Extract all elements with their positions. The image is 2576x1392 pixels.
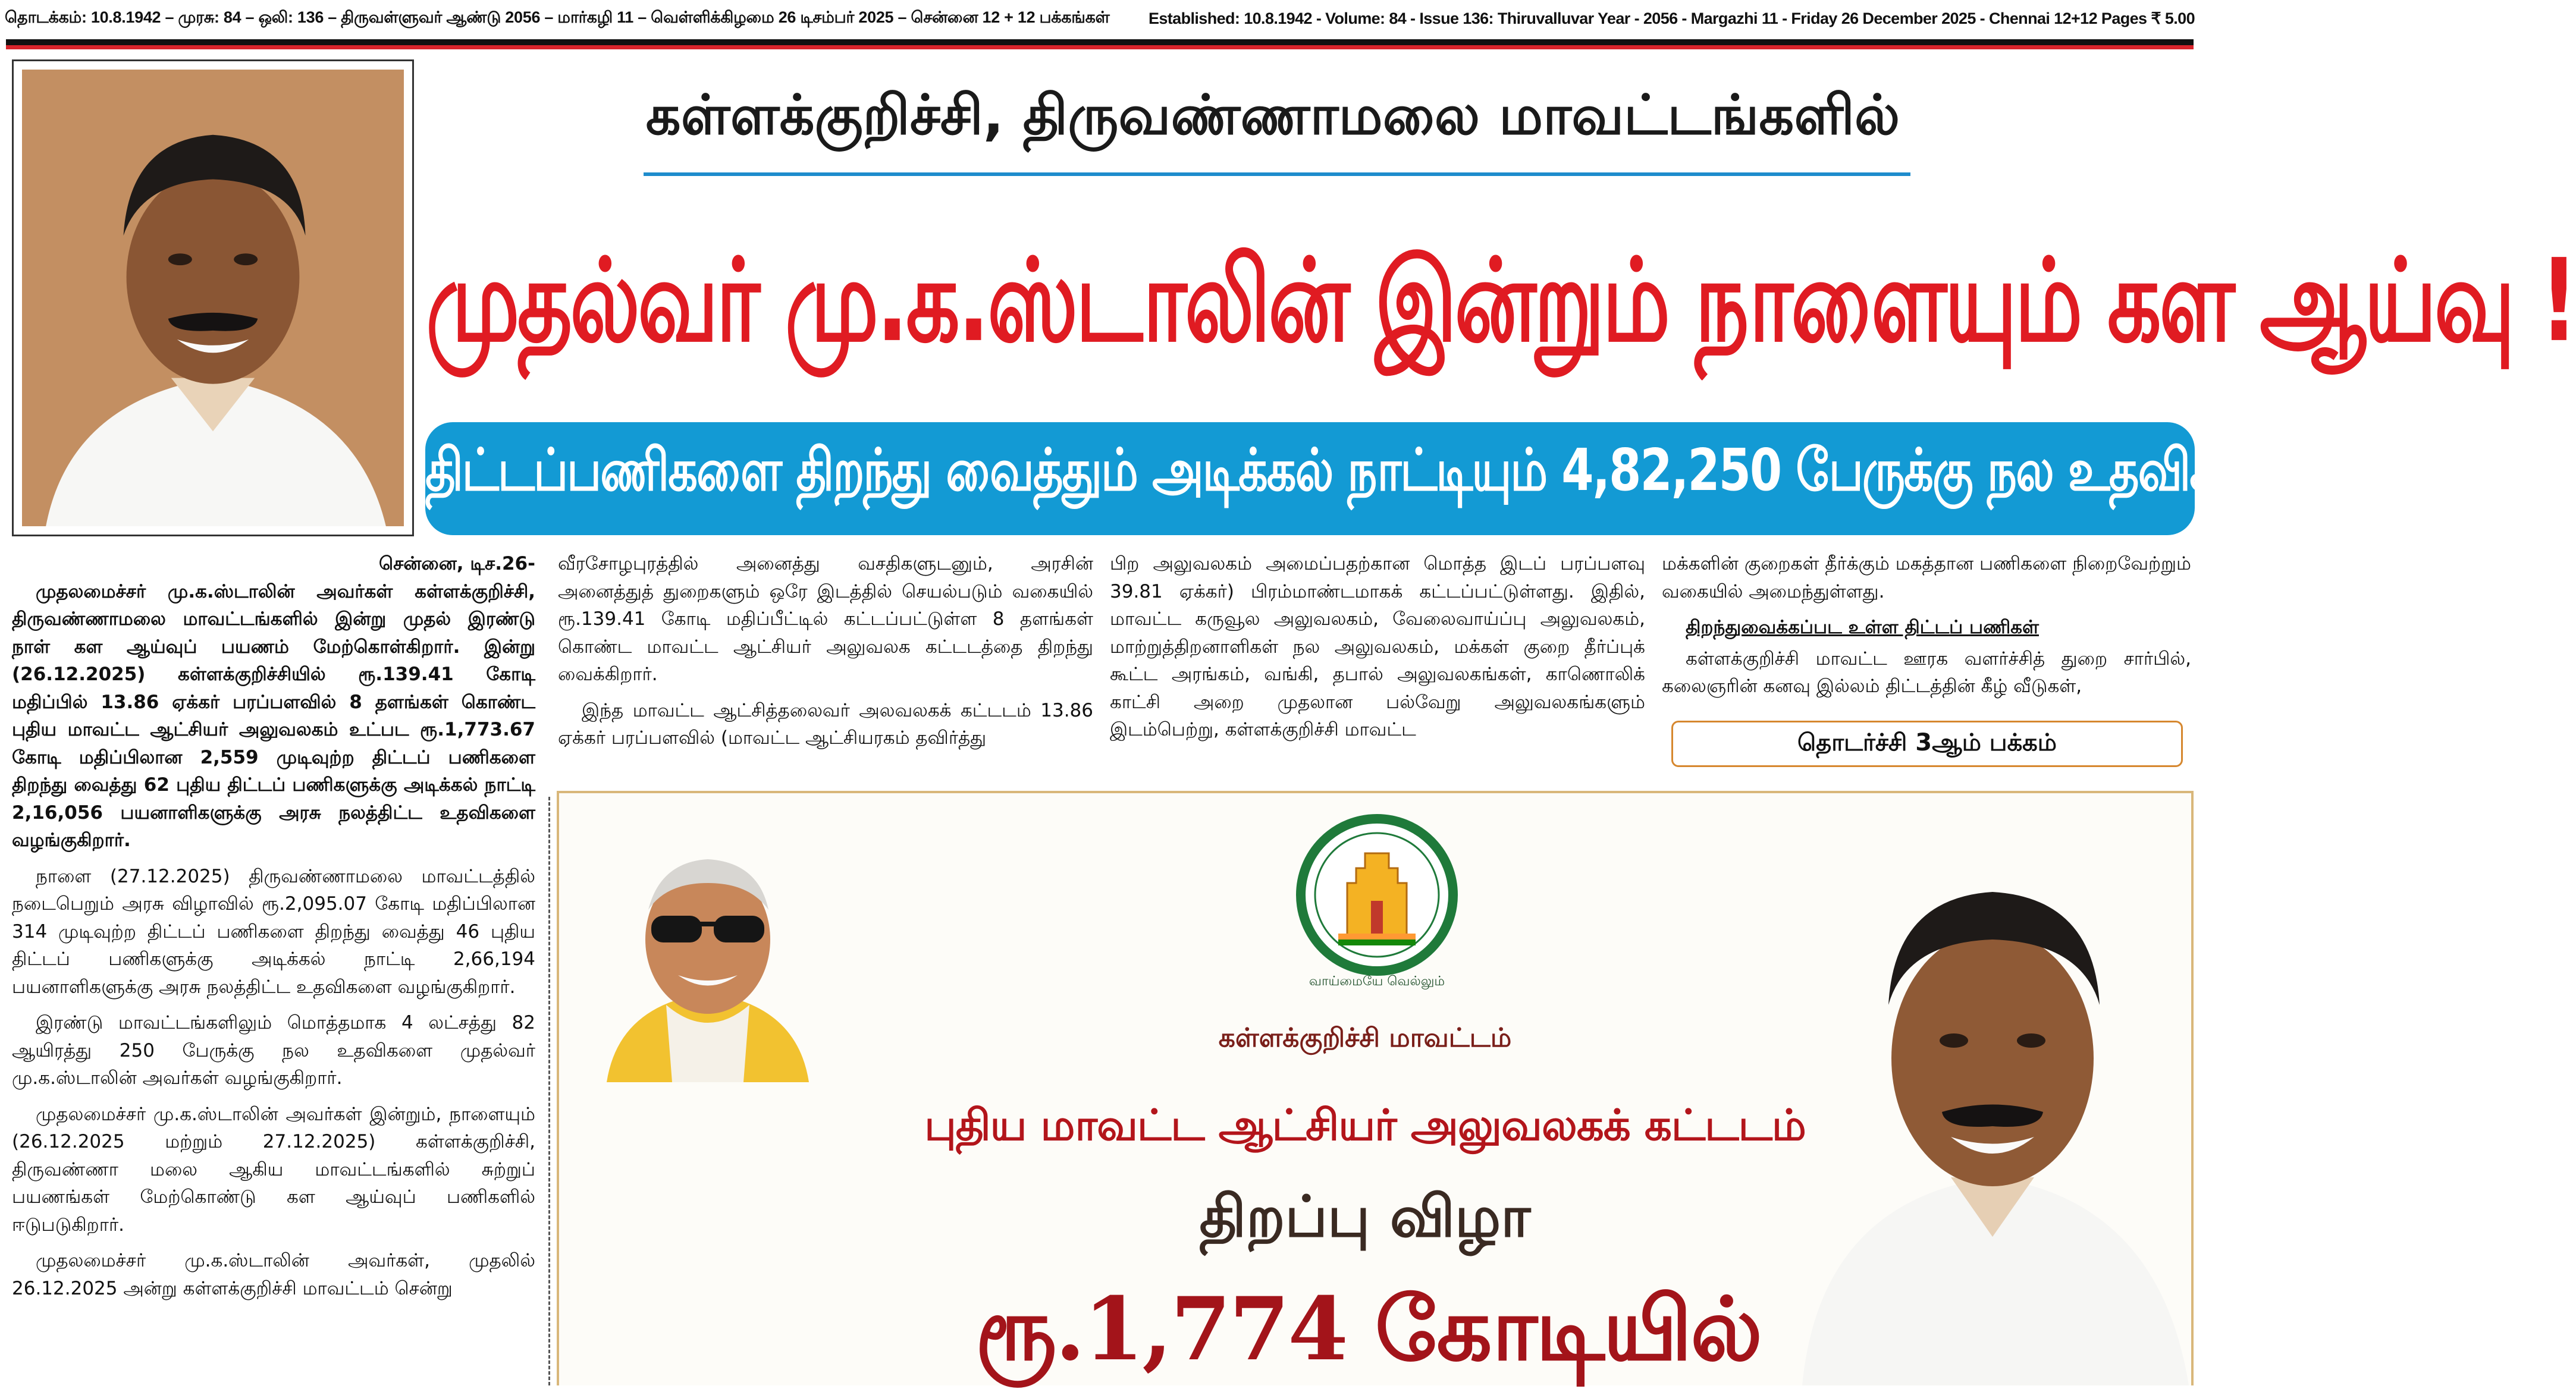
masthead-rule-red — [6, 45, 2194, 49]
article-column-1 — [12, 550, 535, 1382]
article-dateline: சென்னை, டிச.26- — [379, 553, 535, 574]
masthead-tamil-line: தொடக்கம்: 10.8.1942 – முரசு: 84 – ஒலி: 136 – திருவள்ளுவர் ஆண்டு 2056 – மார்கழி 11 – வெள்ளிக்கிழமை 26 டிசம்பர் 2025 – சென்னை 12 + 12 பக்கங்கள் — [5, 8, 1110, 26]
masthead-rule-black — [6, 39, 2194, 45]
chief-minister-illustration — [1778, 844, 2194, 1385]
headline-kicker: கள்ளக்குறிச்சி, திருவண்ணாமலை மாவட்டங்களில் — [645, 83, 1900, 147]
tamil-nadu-emblem — [1291, 812, 1463, 990]
advert-subtitle: திறப்பு விழா — [1199, 1183, 1531, 1250]
article-paragraph: இந்த மாவட்ட ஆட்சித்தலைவர் அலவலகக் கட்டடம் 13.86 ஏக்கர் பரப்பளவில் (மாவட்ட ஆட்சியரகம் தவிர்த்து — [558, 699, 1093, 749]
emblem-motto: வாய்மையே வெல்லும் — [1309, 974, 1445, 989]
masthead — [0, 0, 2200, 37]
continued-on-page-link[interactable]: தொடர்ச்சி 3ஆம் பக்கம் — [1671, 721, 2183, 767]
masthead-english-line: Established: 10.8.1942 - Volume: 84 - Issue 136: Thiruvalluvar Year - 2056 - Margazhi 11 - Friday 26 December 2025 - Chennai 12+12 Pages ₹ 5.00 — [1148, 9, 2195, 27]
article-paragraph: மக்களின் குறைகள் தீர்க்கும் மகத்தான பணிகளை நிறைவேற்றும் வகையில் அமைந்துள்ளது. — [1662, 553, 2191, 602]
leader-portrait-illustration — [595, 827, 821, 1082]
headline-main: முதல்வர் மு.க.ஸ்டாலின் இன்றும் நாளையும் கள ஆய்வு ! — [426, 235, 2576, 367]
kicker-underline — [644, 172, 1910, 176]
article-column-2 — [558, 550, 1093, 758]
headline-deck: திட்டப்பணிகளை திறந்து வைத்தும் அடிக்கல் நாட்டியும் 4,82,250 பேருக்கு நல உதவிகள் வழங்குகிறார்! — [425, 437, 2567, 504]
article-paragraph: கள்ளக்குறிச்சி மாவட்ட ஊரக வளர்ச்சித் துறை சார்பில், கலைஞரின் கனவு இல்லம் திட்டத்தின் கீழ் வீடுகள், — [1662, 648, 2191, 697]
article-subhead: திறந்துவைக்கப்பட உள்ள திட்டப் பணிகள் — [1686, 617, 2039, 638]
leader-portrait — [595, 827, 821, 1082]
article-paragraph: பிற அலுவலகம் அமைப்பதற்கான மொத்த இடப் பரப்பளவு 39.81 ஏக்கர்) பிரம்மாண்டமாகக் கட்டப்பட்டுள்ளது. இதில், மாவட்ட கருவூல அலுவலகம், வேலைவாய்ப்பு அலுவலகம், மாற்றுத்திறனாளிகள் நல அலுவலகம், மக்கள் குறை தீர்ப்புக் கூட்ட அரங்கம், வங்கி, தபால் அலுவலகங்கள், காணொலிக் காட்சி அறை முதலான பல்வேறு அலுவலகங்களும் இடம்பெற்று, கள்ளக்குறிச்சி மாவட்ட — [1110, 553, 1645, 740]
article-column-3 — [1110, 550, 1645, 758]
article-paragraph: முதலமைச்சர் மு.க.ஸ்டாலின் அவர்கள் இன்றும், நாளையும் (26.12.2025 மற்றும் 27.12.2025) கள்ளக்குறிச்சி, திருவண்ணா மலை ஆகிய மாவட்டங்களில் சுற்றுப் பயணங்கள் மேற்கொண்டு கள ஆய்வுப் பணிகளில் ஈடுபடுகிறார். — [12, 1103, 535, 1236]
column-separator — [548, 797, 550, 1385]
advert-title: புதிய மாவட்ட ஆட்சியர் அலுவலகக் கட்டடம் — [924, 1100, 1806, 1150]
article-column-4 — [1662, 550, 2191, 728]
advert-district: கள்ளக்குறிச்சி மாவட்டம் — [1218, 1023, 1512, 1053]
article-paragraph: முதலமைச்சர் மு.க.ஸ்டாலின் அவர்கள், முதலில் 26.12.2025 அன்று கள்ளக்குறிச்சி மாவட்டம் சென்று — [12, 1250, 535, 1299]
chief-minister-photo — [12, 59, 414, 536]
article-paragraph: நாளை (27.12.2025) திருவண்ணாமலை மாவட்டத்தில் நடைபெறும் அரசு விழாவில் ரூ.2,095.07 கோடி மதிப்பிலான 314 முடிவுற்ற திட்டப் பணிகளை திறந்து வைத்து 46 புதிய திட்டப் பணிகளுக்கு அடிக்கல் நாட்டி 2,66,194 பயனாளிகளுக்கு அரசு நலத்திட்ட உதவிகளை வழங்குகிறார். — [12, 865, 535, 998]
advert-chief-minister-photo — [1778, 844, 2194, 1385]
article-paragraph: இரண்டு மாவட்டங்களிலும் மொத்தமாக 4 லட்சத்து 82 ஆயிரத்து 250 பேருக்கு நல உதவிகளை முதல்வர் மு.க.ஸ்டாலின் அவர்கள் வழங்குகிறார். — [12, 1012, 535, 1089]
state-emblem-icon — [1291, 812, 1463, 990]
article-paragraph: வீரசோழபுரத்தில் அனைத்து வசதிகளுடனும், அரசின் அனைத்துத் துறைகளும் ஒரே இடத்தில் செயல்படும் வகையில் ரூ.139.41 கோடி மதிப்பீட்டில் கட்டப்பட்டுள்ள 8 தளங்கள் கொண்ட மாவட்ட ஆட்சியர் அலுவலக கட்டடத்தை திறந்து வைக்கிறார். — [558, 553, 1093, 685]
article-lead: முதலமைச்சர் மு.க.ஸ்டாலின் அவர்கள் கள்ளக்குறிச்சி, திருவண்ணாமலை மாவட்டங்களில் இன்று முதல் இரண்டு நாள் கள ஆய்வுப் பயணம் மேற்கொள்கிறார். இன்று (26.12.2025) கள்ளக்குறிச்சியில் ரூ.139.41 கோடி மதிப்பில் 13.86 ஏக்கர் பரப்பளவில் 8 தளங்கள் கொண்ட புதிய மாவட்ட ஆட்சியர் அலுவலகம் உட்பட ரூ.1,773.67 கோடி மதிப்பிலான 2,559 முடிவுற்ற திட்டப் பணிகளை திறந்து வைத்து 62 புதிய திட்டப் பணிகளுக்கு அடிக்கல் நாட்டி 2,16,056 பயனாளிகளுக்கு அரசு நலத்திட்ட உதவிகளை வழங்குகிறார். — [12, 580, 535, 851]
portrait-illustration — [22, 70, 404, 526]
advert-amount: ரூ.1,774 கோடியில் — [975, 1278, 1761, 1380]
